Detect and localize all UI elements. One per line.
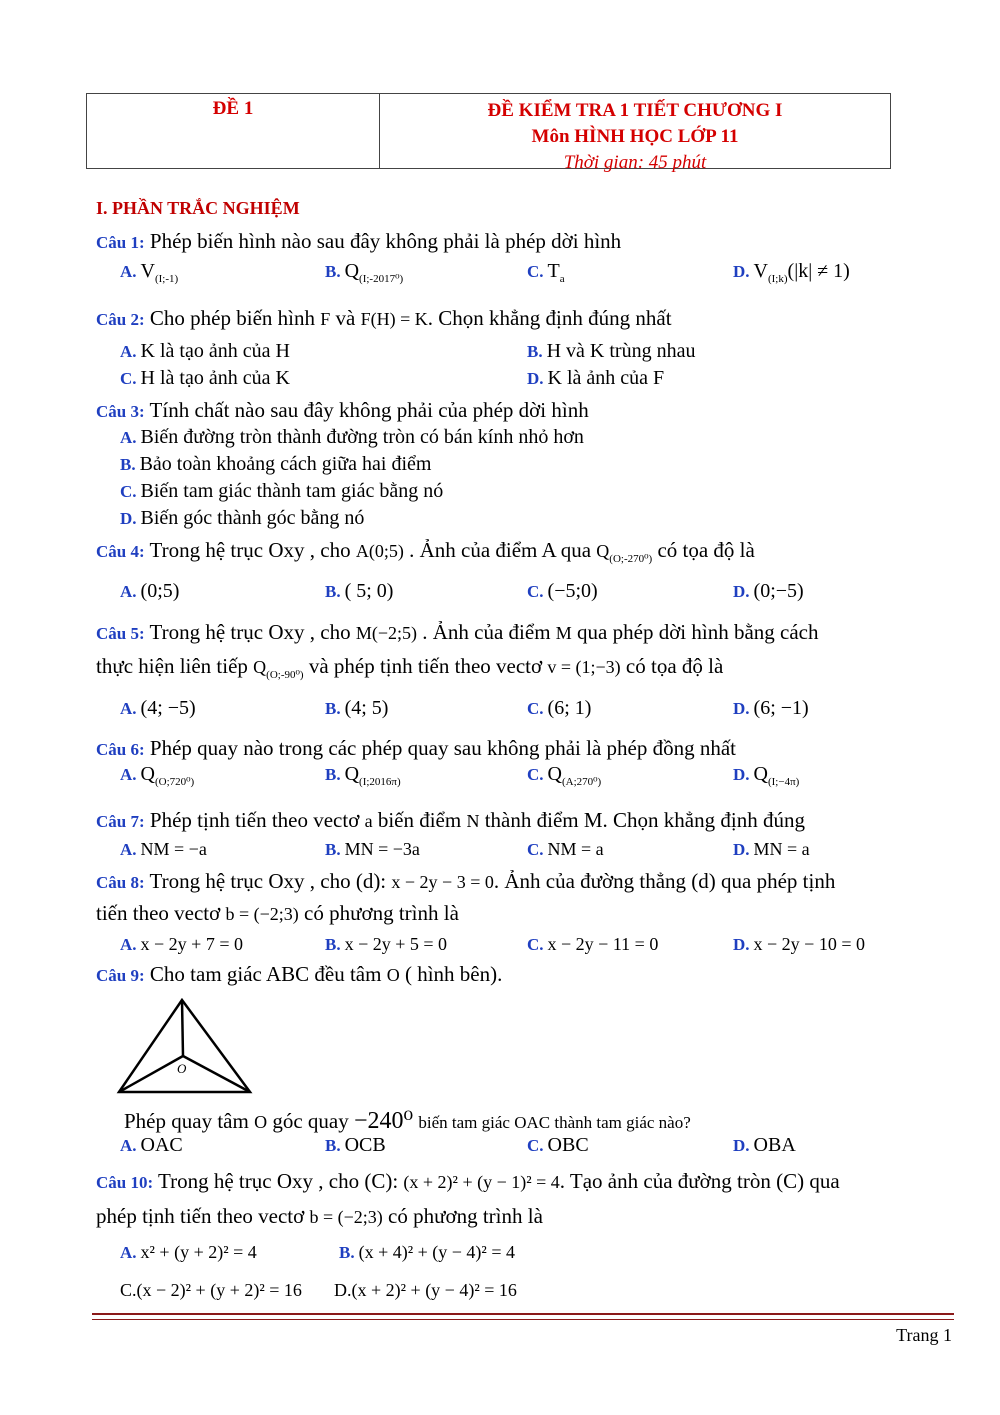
median-line bbox=[183, 1056, 250, 1092]
q8-option-d bbox=[733, 933, 865, 956]
question-text: có phương trình là bbox=[388, 1204, 543, 1228]
math-equation: (x + 2)² + (y − 1)² = 4 bbox=[403, 1172, 560, 1192]
q5-option-d bbox=[733, 697, 809, 720]
question-text: biến điểm bbox=[377, 808, 462, 832]
question-text: Trong hệ trục Oxy , cho (C): bbox=[158, 1169, 399, 1193]
page-number: Trang 1 bbox=[896, 1325, 952, 1345]
question-label: Câu 7: bbox=[96, 812, 145, 831]
option-text: H là tạo ảnh của K bbox=[140, 367, 290, 389]
q8-option-b bbox=[325, 933, 447, 956]
option-key: C. bbox=[527, 840, 544, 859]
question-text: Phép biến hình nào sau đây không phải là phép dời hình bbox=[149, 229, 622, 253]
option-key: C. bbox=[527, 699, 544, 718]
option-text: x² + (y + 2)² = 4 bbox=[140, 1242, 257, 1262]
question-text: . Ảnh của điểm A qua bbox=[409, 538, 592, 562]
question-text: góc quay bbox=[272, 1109, 349, 1133]
option-text: MN = −3a bbox=[344, 839, 420, 859]
option-text: Bảo toàn khoảng cách giữa hai điểm bbox=[139, 453, 432, 475]
option-text: Q bbox=[344, 260, 360, 282]
option-text: MN = a bbox=[753, 839, 810, 859]
option-text: Q bbox=[753, 763, 768, 785]
q9-option-c bbox=[527, 1134, 589, 1157]
option-key: B. bbox=[527, 342, 543, 361]
question-label: Câu 9: bbox=[96, 966, 145, 985]
header-table bbox=[86, 93, 891, 173]
option-text: x − 2y + 5 = 0 bbox=[344, 934, 448, 954]
option-key: C. bbox=[120, 1280, 137, 1300]
option-key: D. bbox=[733, 262, 750, 281]
option-text: (6; −1) bbox=[753, 697, 809, 719]
q10-option-c bbox=[120, 1279, 302, 1302]
q1-option-a bbox=[120, 260, 178, 285]
math-vector: b = (−2;3) bbox=[225, 904, 299, 924]
q2-option-a bbox=[120, 340, 290, 363]
option-key: D. bbox=[733, 935, 750, 954]
option-text: H và K trùng nhau bbox=[546, 340, 696, 362]
q7-option-d bbox=[733, 838, 810, 861]
question-3 bbox=[96, 398, 589, 423]
question-text: Trong hệ trục Oxy , cho bbox=[149, 620, 351, 644]
option-text: V bbox=[140, 260, 155, 282]
option-key: A. bbox=[120, 428, 137, 447]
option-key: A. bbox=[120, 935, 137, 954]
math-expr: F(H) = K bbox=[360, 309, 428, 329]
option-text: (0;−5) bbox=[753, 580, 804, 602]
option-text: Q bbox=[140, 763, 155, 785]
option-text: T bbox=[547, 260, 560, 282]
option-key: D. bbox=[120, 509, 137, 528]
question-text: có phương trình là bbox=[304, 901, 459, 925]
q7-option-c bbox=[527, 838, 604, 861]
q7-option-b bbox=[325, 838, 420, 861]
math-sub: (O;-270⁰) bbox=[609, 553, 653, 566]
exam-subject: Môn HÌNH HỌC LỚP 11 bbox=[531, 126, 739, 147]
option-text: NM = a bbox=[547, 839, 604, 859]
exam-code: ĐỀ 1 bbox=[212, 98, 254, 119]
option-text: Q bbox=[547, 763, 562, 785]
option-text: Biến góc thành góc bằng nó bbox=[140, 507, 365, 529]
option-text: ( 5; 0) bbox=[344, 580, 394, 602]
footer-divider bbox=[92, 1313, 954, 1315]
option-text: (x + 4)² + (y − 4)² = 4 bbox=[358, 1242, 515, 1262]
option-text: x − 2y − 11 = 0 bbox=[547, 934, 659, 954]
option-key: C. bbox=[120, 482, 137, 501]
option-text: NM = −a bbox=[140, 839, 207, 859]
option-text: x − 2y − 10 = 0 bbox=[753, 934, 865, 954]
option-text: OAC bbox=[140, 1134, 183, 1156]
q2-option-b bbox=[527, 340, 695, 363]
option-key: A. bbox=[120, 342, 137, 361]
option-key: A. bbox=[120, 699, 137, 718]
question-text: . Ảnh của điểm bbox=[422, 620, 551, 644]
question-text: . Chọn khẳng định đúng nhất bbox=[427, 306, 672, 330]
option-text: Q bbox=[344, 763, 360, 785]
option-key: D. bbox=[733, 1136, 750, 1155]
option-key: C. bbox=[527, 582, 544, 601]
option-text: Biến tam giác thành tam giác bằng nó bbox=[140, 480, 444, 502]
question-text: Cho tam giác ABC đều tâm bbox=[149, 962, 382, 986]
option-text: K là tạo ảnh của H bbox=[140, 340, 290, 362]
option-key: A. bbox=[120, 765, 137, 784]
question-10 bbox=[96, 1169, 840, 1194]
option-key: C. bbox=[527, 262, 544, 281]
option-key: D. bbox=[334, 1280, 352, 1300]
math-point: M(−2;5) bbox=[355, 623, 417, 643]
question-label: Câu 5: bbox=[96, 624, 145, 643]
question-text: Cho phép biến hình bbox=[149, 306, 315, 330]
option-text: (6; 1) bbox=[547, 697, 592, 719]
q4-option-d bbox=[733, 580, 804, 603]
header-right-cell bbox=[380, 94, 890, 173]
q4-option-a bbox=[120, 580, 179, 603]
math-vector: b = (−2;3) bbox=[309, 1207, 383, 1227]
math-equation: x − 2y − 3 = 0 bbox=[391, 872, 494, 892]
option-key: B. bbox=[325, 765, 341, 784]
question-text: Tính chất nào sau đây không phải của phép dời hình bbox=[149, 398, 589, 422]
q5-option-b bbox=[325, 697, 388, 720]
option-sub: (I;2016π) bbox=[359, 776, 401, 788]
question-label: Câu 6: bbox=[96, 740, 145, 759]
option-key: A. bbox=[120, 262, 137, 281]
question-text: qua phép dời hình bằng cách bbox=[577, 620, 819, 644]
option-text: x − 2y + 7 = 0 bbox=[140, 934, 243, 954]
option-key: D. bbox=[733, 765, 750, 784]
question-label: Câu 4: bbox=[96, 542, 145, 561]
q5-option-a bbox=[120, 697, 196, 720]
question-text: ( hình bên). bbox=[404, 962, 503, 986]
question-text: Phép quay tâm bbox=[124, 1109, 249, 1133]
question-5-line-2 bbox=[96, 654, 723, 681]
option-text: OBA bbox=[753, 1134, 796, 1156]
option-sub: (I;−4π) bbox=[767, 776, 800, 788]
option-sub: (I;k) bbox=[767, 273, 788, 285]
question-label: Câu 10: bbox=[96, 1173, 154, 1192]
footer-divider bbox=[92, 1319, 954, 1320]
triangle-outline bbox=[119, 1000, 250, 1092]
option-key: D. bbox=[733, 840, 750, 859]
exam-duration: Thời gian: 45 phút bbox=[563, 152, 707, 173]
question-text: có tọa độ là bbox=[625, 654, 724, 678]
q3-option-c bbox=[120, 480, 443, 503]
question-text: . Ảnh của đường thẳng (d) qua phép tịnh bbox=[493, 869, 836, 893]
math-var: O bbox=[254, 1112, 268, 1132]
q4-option-c bbox=[527, 580, 598, 603]
question-label: Câu 2: bbox=[96, 310, 145, 329]
q9-option-d bbox=[733, 1134, 796, 1157]
q1-option-b bbox=[325, 260, 403, 285]
option-key: C. bbox=[120, 369, 137, 388]
q2-option-c bbox=[120, 367, 290, 390]
option-key: A. bbox=[120, 840, 137, 859]
question-6 bbox=[96, 736, 736, 761]
math-var: N bbox=[466, 811, 480, 831]
question-text: thực hiện liên tiếp bbox=[96, 654, 248, 678]
q5-option-c bbox=[527, 697, 591, 720]
option-text: (x + 2)² + (y − 4)² = 16 bbox=[351, 1280, 517, 1300]
q6-option-d bbox=[733, 763, 799, 788]
question-text: tiến theo vectơ bbox=[96, 901, 221, 925]
q9-option-a bbox=[120, 1134, 183, 1157]
q4-option-b bbox=[325, 580, 393, 603]
option-key: A. bbox=[120, 1243, 137, 1262]
option-key: B. bbox=[120, 455, 136, 474]
option-text: OCB bbox=[344, 1134, 386, 1156]
option-key: B. bbox=[325, 699, 341, 718]
math-point: A(0;5) bbox=[355, 541, 404, 561]
math-sub: (O;-90⁰) bbox=[266, 669, 304, 682]
option-key: D. bbox=[733, 699, 750, 718]
q6-option-a bbox=[120, 763, 194, 788]
option-key: A. bbox=[120, 1136, 137, 1155]
center-label: O bbox=[177, 1061, 187, 1076]
option-text: (4; −5) bbox=[140, 697, 196, 719]
option-sub: (A;270⁰) bbox=[561, 776, 602, 788]
q10-option-a bbox=[120, 1241, 257, 1264]
q6-option-c bbox=[527, 763, 601, 788]
q3-option-b bbox=[120, 453, 431, 476]
option-text: (x − 2)² + (y + 2)² = 16 bbox=[136, 1280, 302, 1300]
option-text: Biến đường tròn thành đường tròn có bán kính nhỏ hơn bbox=[140, 426, 584, 448]
question-9-stem bbox=[124, 1106, 691, 1135]
option-key: C. bbox=[527, 1136, 544, 1155]
math-var: F bbox=[320, 309, 331, 329]
option-key: B. bbox=[325, 1136, 341, 1155]
question-10-line-2 bbox=[96, 1204, 543, 1229]
median-line bbox=[119, 1056, 183, 1092]
q8-option-c bbox=[527, 933, 658, 956]
option-text: (0;5) bbox=[140, 580, 180, 602]
question-2 bbox=[96, 306, 672, 331]
option-text: (−5;0) bbox=[547, 580, 598, 602]
option-text: OBC bbox=[547, 1134, 589, 1156]
math-vector: v = (1;−3) bbox=[547, 657, 621, 677]
math-rotation: Q bbox=[596, 541, 610, 561]
option-text: V bbox=[753, 260, 768, 282]
q2-option-d bbox=[527, 367, 664, 390]
question-4 bbox=[96, 538, 755, 565]
option-key: D. bbox=[527, 369, 544, 388]
option-sub: a bbox=[559, 273, 565, 285]
question-text: và phép tịnh tiến theo vectơ bbox=[308, 654, 543, 678]
question-text: . Tạo ảnh của đường tròn (C) qua bbox=[559, 1169, 840, 1193]
q6-option-b bbox=[325, 763, 401, 788]
q9-option-b bbox=[325, 1134, 386, 1157]
question-text: Trong hệ trục Oxy , cho bbox=[149, 538, 351, 562]
math-angle: −240⁰ bbox=[353, 1108, 414, 1134]
option-sub: (I;-1) bbox=[154, 273, 179, 285]
option-tail: (|k| ≠ 1) bbox=[787, 260, 850, 282]
exam-title: ĐỀ KIỂM TRA 1 TIẾT CHƯƠNG I bbox=[487, 100, 783, 121]
option-key: B. bbox=[325, 262, 341, 281]
question-text: Phép tịnh tiến theo vectơ bbox=[149, 808, 360, 832]
question-text: phép tịnh tiến theo vectơ bbox=[96, 1204, 305, 1228]
q7-option-a bbox=[120, 838, 207, 861]
q3-option-d bbox=[120, 507, 364, 530]
header-left-cell bbox=[87, 94, 380, 168]
question-label: Câu 8: bbox=[96, 873, 145, 892]
q10-option-d bbox=[334, 1279, 517, 1302]
question-text: thành điểm M. Chọn khẳng định đúng bbox=[484, 808, 805, 832]
option-key: C. bbox=[527, 935, 544, 954]
triangle-figure bbox=[116, 998, 256, 1096]
question-8-line-2 bbox=[96, 901, 459, 926]
q3-option-a bbox=[120, 426, 584, 449]
question-label: Câu 1: bbox=[96, 233, 145, 252]
math-vector: a bbox=[364, 811, 373, 831]
option-key: B. bbox=[339, 1243, 355, 1262]
question-text: và bbox=[335, 306, 356, 330]
question-9 bbox=[96, 962, 502, 987]
option-key: A. bbox=[120, 582, 137, 601]
option-key: D. bbox=[733, 582, 750, 601]
question-text: Trong hệ trục Oxy , cho (d): bbox=[149, 869, 387, 893]
math-rotation: Q bbox=[253, 657, 267, 677]
option-text: K là ảnh của F bbox=[547, 367, 665, 389]
option-key: B. bbox=[325, 840, 341, 859]
section-title: I. PHẦN TRẮC NGHIỆM bbox=[96, 198, 300, 218]
q1-option-c bbox=[527, 260, 565, 285]
math-var: O bbox=[386, 965, 400, 985]
median-line bbox=[182, 1000, 183, 1056]
question-label: Câu 3: bbox=[96, 402, 145, 421]
q1-option-d bbox=[733, 260, 850, 285]
question-text: biến tam giác OAC thành tam giác nào? bbox=[418, 1113, 691, 1132]
question-text: có tọa độ là bbox=[657, 538, 755, 562]
q8-option-a bbox=[120, 933, 243, 956]
option-key: C. bbox=[527, 765, 544, 784]
option-text: (4; 5) bbox=[344, 697, 389, 719]
question-1 bbox=[96, 229, 621, 254]
option-key: B. bbox=[325, 935, 341, 954]
question-8 bbox=[96, 869, 835, 894]
option-key: B. bbox=[325, 582, 341, 601]
question-7 bbox=[96, 808, 805, 833]
option-sub: (I;-2017⁰) bbox=[359, 273, 404, 285]
question-5 bbox=[96, 620, 954, 645]
option-sub: (O;720⁰) bbox=[154, 776, 195, 788]
q10-option-b bbox=[339, 1241, 515, 1264]
math-var: M bbox=[555, 623, 572, 643]
question-text: Phép quay nào trong các phép quay sau không phải là phép đồng nhất bbox=[149, 736, 737, 760]
